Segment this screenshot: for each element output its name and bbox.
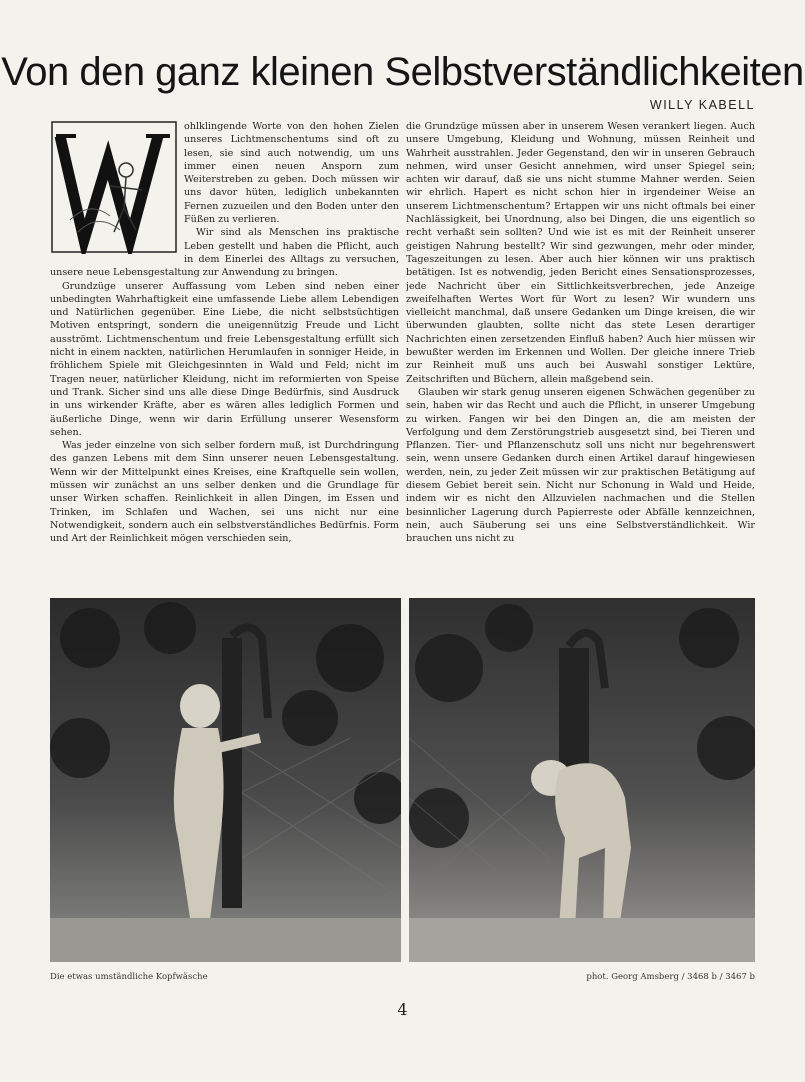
paragraph: Was jeder einzelne von sich selber fordern muß, ist Durchdringung des ganzen Lebens mit dem Sinn unserer neuen Lebensgestaltung. Wenn wir der Mittelpunkt eines Kreises, eine Kraftquelle sein wollen, müssen wir zunächst an uns selber denken und die Grundlage für unser Wirken schaffen. Reinlichkeit in allen Dingen, im Essen und Trinken, im Schlafen und Wachen, sei uns nicht nur eine Notwendigkeit, sondern auch ein selbstverständliches Bedürfnis. Form und Art der Reinlichkeit mögen verschieden sein, xyxy=(50,440,399,545)
paragraph: ohlklingende Worte von den hohen Zielen unseres Lichtmenschentums sind oft zu lesen, sie sind auch notwendig, um uns immer einen neuen Ansporn zum Weiterstreben zu geben. Doch müssen wir uns davor hüten, lediglich unbekannten Fernen zuzueilen und den Boden unter den Füßen zu verlieren. xyxy=(184,121,399,226)
paragraph: Glauben wir stark genug unseren eigenen Schwächen gegenüber zu sein, haben wir das Recht und auch die Pflicht, in unserer Umgebung zu wirken. Fangen wir bei den Dingen an, die am meisten der Verfolgung und dem Zerstörungstrieb ausgesetzt sind, bei Tieren und Pflanzen. Tier- und Pflanzenschutz soll uns nicht nur begehrenswert sein, wenn unsere Gedanken durch einen Artikel darauf hingewiesen werden, nein, zu jeder Zeit müssen wir zur praktischen Betätigung auf diesem Gebiet bereit sein. Nicht nur Schonung in Wald und Heide, indem wir es nicht den Allzuvielen nachmachen und die Stellen besinnlicher Lagerung durch Papierreste oder Abfälle kennzeichnen, nein, auch Säuberung sei uns eine Selbstverständlichkeit. Wir brauchen uns nicht zu xyxy=(406,386,755,545)
photo-caption: Die etwas umständliche Kopfwäsche xyxy=(50,972,208,982)
text-column-left xyxy=(50,120,399,592)
page-number: 4 xyxy=(397,1000,408,1019)
text-column-right xyxy=(406,120,755,592)
photo-child-washing-head-at-pump xyxy=(409,598,755,962)
paragraph: Wir sind als Menschen ins praktische Leben gestellt und haben die Pflicht, auch in dem Einerlei des Alltags zu versuchen, unsere neue Lebensgestaltung zur Anwendung zu bringen. xyxy=(50,227,399,279)
article-author: WILLY KABELL xyxy=(649,98,755,112)
article-title: Von den ganz kleinen Selbstverständlichkeiten xyxy=(1,50,804,94)
paragraph: die Grundzüge müssen aber in unserem Wesen verankert liegen. Auch unsere Umgebung, Kleidung und Wohnung, müssen Reinheit und Wahrheit ausstrahlen. Jeder Gegenstand, den wir in unseren Gebrauch nehmen, wird unser Gesicht annehmen, wird unser Spiegel sein; achten wir darauf, daß sie uns nicht stumme Mahner werden. Seien wir ehrlich. Hapert es nicht schon hier in irgendeiner Weise an unserem Lichtmenschentum? Ertappen wir uns nicht oftmals bei einer Nachlässigkeit, bei Unordnung, also bei Dingen, die uns eigentlich so recht verhaßt sein sollten? Und wie ist es mit der Reinheit unserer geistigen Nahrung bestellt? Wir sind gezwungen, mehr oder minder, Tageszeitungen zu lesen. Aber auch hier können wir uns praktisch betätigen. Ist es notwendig, jeden Bericht eines Sensationsprozesses, jede Nachricht über ein Sittlichkeitsverbrechen, jede Anzeige zweifelhaften Wertes Wort für Wort zu lesen? Wir wundern uns vielleicht manchmal, daß unsere Gedanken um Dinge kreisen, die wir überwunden glaubten, sollte nicht das stete Lesen derartiger Nachrichten einen zersetzenden Einfluß haben? Auch hier müssen wir bewußter werden im Erkennen und Wollen. Der gleiche innere Trieb zur Reinheit muß uns auch bei Auswahl sonstiger Lektüre, Zeitschriften und Büchern, allein maßgebend sein. xyxy=(406,121,755,385)
photo-credit: phot. Georg Amsberg / 3468 b / 3467 b xyxy=(586,972,755,982)
decorative-initial-w xyxy=(50,120,178,254)
paragraph: Grundzüge unserer Auffassung vom Leben sind neben einer unbedingten Wahrhaftigkeit eine umfassende Liebe allem Lebendigen und Natürlichen gegenüber. Eine Liebe, die nicht selbstsüchtigen Motiven entspringt, sondern die uneigennützig Freude und Licht ausströmt. Lichtmenschentum und freie Lebensgestaltung erfüllt sich nicht in einem nackten, natürlichen Herumlaufen in sonniger Heide, in fröhlichem Spiele mit Gleichgesinnten in Wald und Feld; nicht im Tragen neuer, natürlicher Kleidung, nicht im reformierten von Speise und Trank. Sicher sind uns alle diese Dinge Bedürfnis, sind Ausdruck in uns wirkender Kräfte, aber es wären alles lediglich Formen und äußerliche Dinge, wenn wir darin Erfüllung unserer Wesensform sehen. xyxy=(50,280,399,438)
photo-child-at-pump-laughing xyxy=(50,598,401,962)
